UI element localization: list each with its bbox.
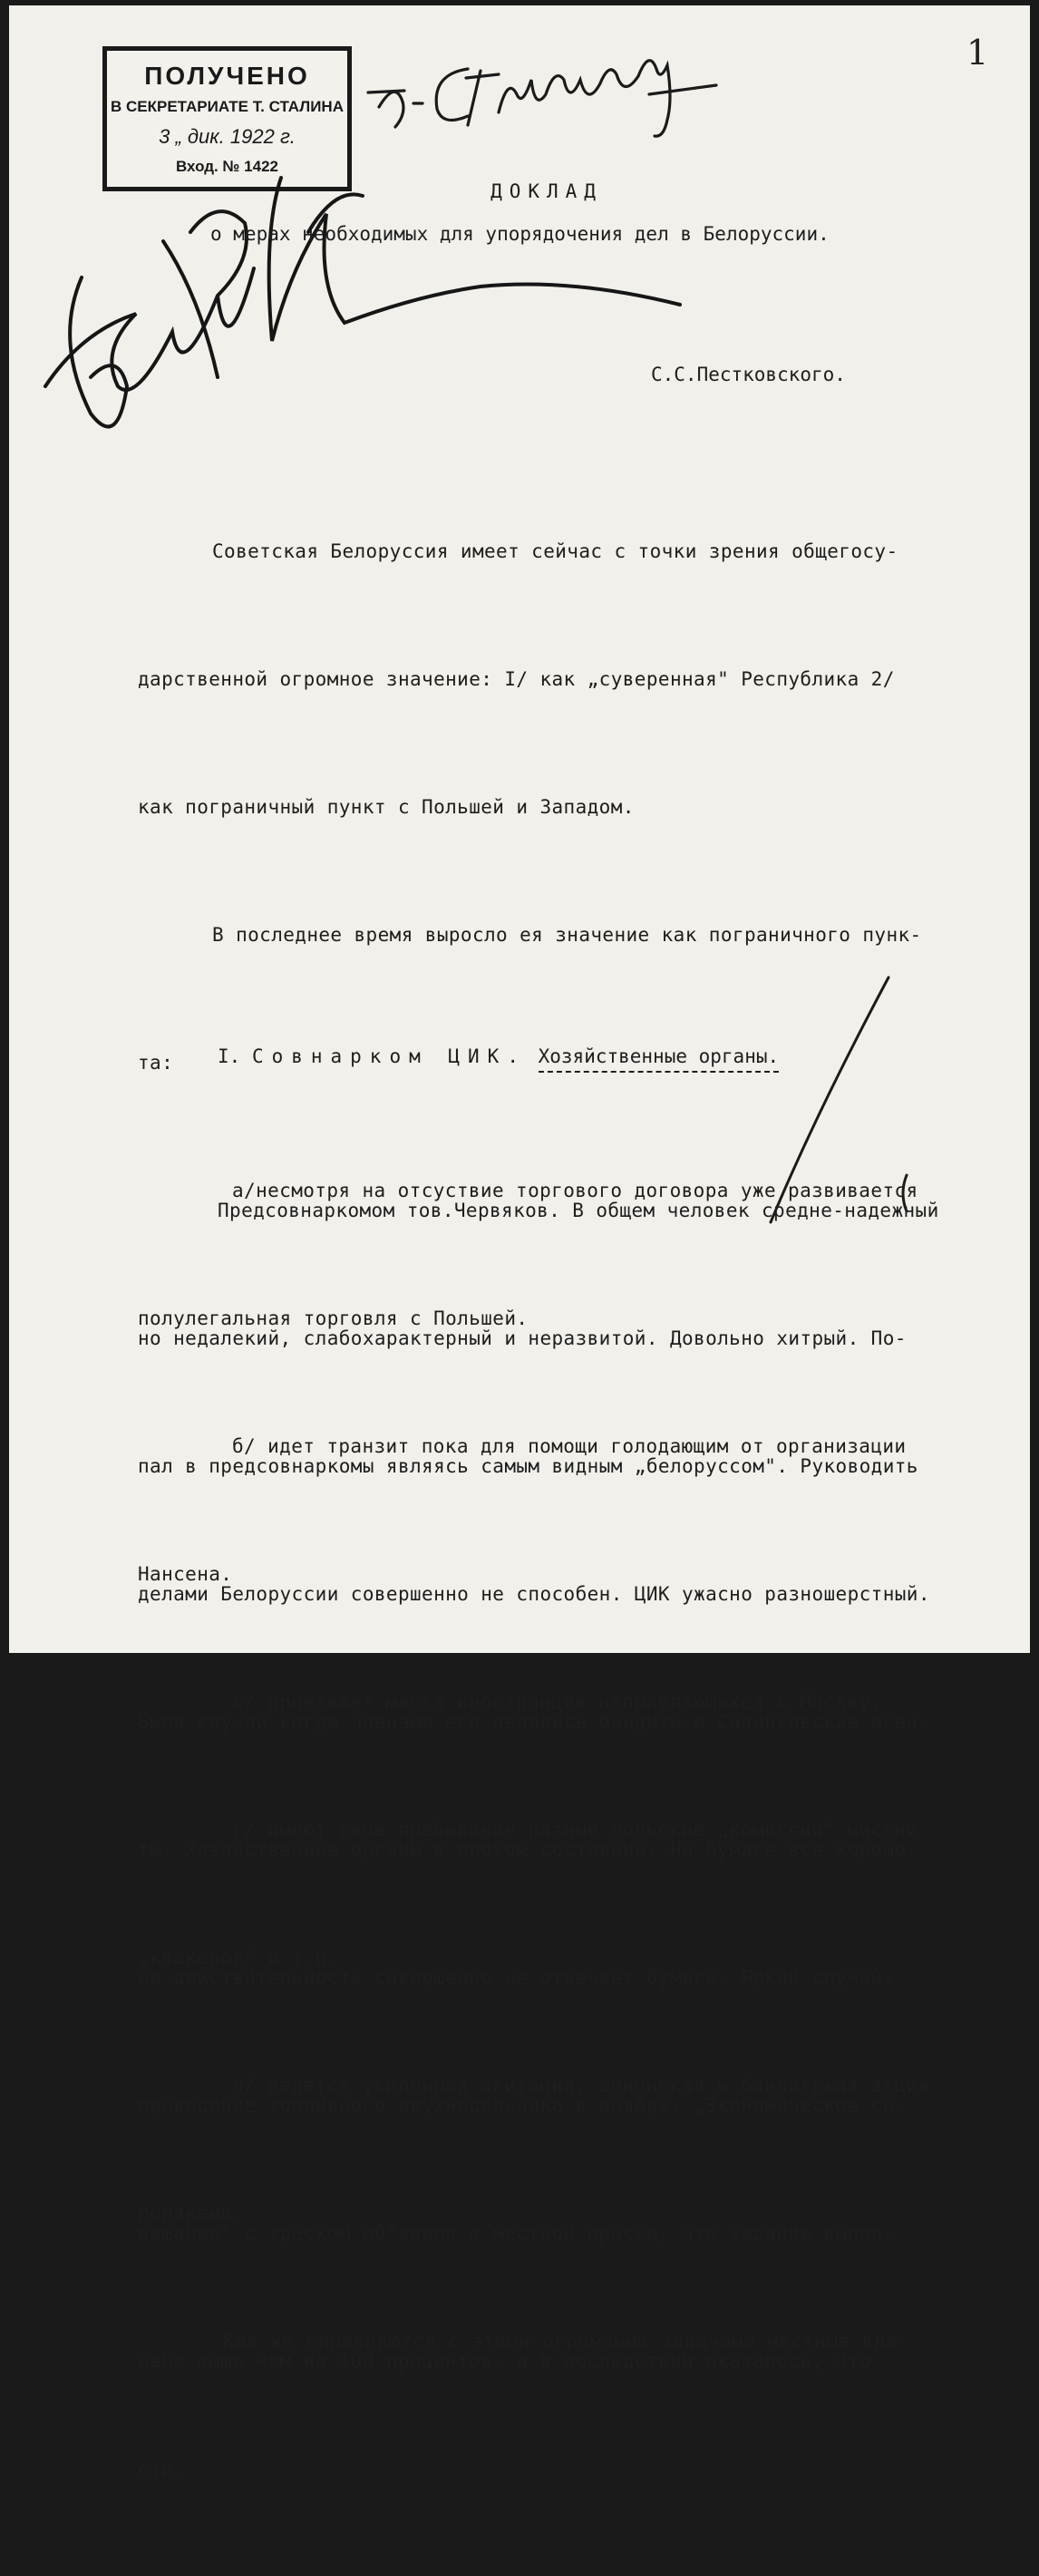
section-1-line: проведение топливного двухнедельника в ноябре. „Экономическое со- xyxy=(138,2095,907,2116)
section-1-text xyxy=(9,1104,1030,2468)
section-1-line: но недалекий, слабохарактерный и неразвитой. Довольно хитрый. По- xyxy=(138,1327,907,1349)
body-line: Нансена. xyxy=(138,1563,233,1585)
body-line: та: xyxy=(138,1052,174,1074)
addressee-handwriting xyxy=(368,61,716,136)
body-line: в/ проезжает масса иностранцев направляющихся в Москву. xyxy=(232,1691,883,1713)
section-1-number: I. xyxy=(218,1045,241,1067)
section-1-spaced-title: Совнарком ЦИК. xyxy=(251,1045,527,1067)
section-1-line: Предсовнаркомом тов.Червяков. В общем человек средне-надежный xyxy=(218,1200,939,1221)
section-1-line: но действительность совершенно не отвечает бумаге. Яркий случай: xyxy=(138,1967,895,1988)
section-1-line: делами Белоруссии совершенно не способен. ЦИК ужасно разношерстный. xyxy=(138,1583,930,1605)
section-1-line: Были случаи когда членами его являлись бандиты и Савинковские аген- xyxy=(138,1711,930,1733)
stamp-office: В СЕКРЕТАРИАТЕ Т. СТАЛИНА xyxy=(111,98,344,115)
body-line: как пограничный пункт с Польшей и Западом. xyxy=(138,796,635,818)
body-line: г/ имеют свое пребывание разные польские „комиссии" миссии xyxy=(232,1819,918,1841)
document-subheading: о мерах необходимых для упорядочения дел в Белоруссии. xyxy=(210,223,830,245)
body-line: д/ ведется усиленная агитация, шпионская и бандитская акция xyxy=(232,2075,930,2096)
section-1-line: ты. Хозяйственные органы в плохом состоянии. На бумаге все хорошо, xyxy=(138,1839,918,1861)
section-1-line: нено выше чем на 100 процентов, а в последствии оказалось, что xyxy=(138,2350,871,2372)
document-author: С.С.Пестковского. xyxy=(651,364,846,385)
body-line: б/ идет транзит пока для помощи голодающим от организации xyxy=(232,1435,907,1457)
stamp-title: ПОЛУЧЕНО xyxy=(144,62,310,90)
body-line: полулегальная торговля с Польшей. xyxy=(138,1307,529,1329)
section-1-line: пал в предсовнаркомы являясь самым видным „белоруссом". Руководить xyxy=(138,1455,918,1477)
resolution-scribble xyxy=(45,178,680,427)
body-line: дарственной огромное значение: I/ как „суверенная" Республика 2/ xyxy=(138,668,895,690)
document-page xyxy=(9,5,1030,2480)
body-line: а/несмотря на отсуствие торгового договора уже развивается xyxy=(232,1180,918,1201)
stamp-date: 3 „ дик. 1922 г. xyxy=(159,125,296,148)
section-1-heading xyxy=(218,1045,779,1067)
section-1-underlined-title: Хозяйственные органы. xyxy=(539,1045,780,1073)
document-heading: ДОКЛАД xyxy=(490,180,603,202)
body-line: В последнее время выросло ея значение как пограничного пунк- xyxy=(212,924,922,946)
page-number: 1 xyxy=(966,33,989,73)
body-line: сти. xyxy=(138,2458,186,2480)
body-line: „квакеров" и т.п. xyxy=(138,1947,339,1968)
body-line: Советская Белоруссия имеет сейчас с точки зрения общегосу- xyxy=(212,540,898,562)
body-line: поляками. xyxy=(138,2202,245,2224)
stamp-incoming-number: Вход. № 1422 xyxy=(176,158,278,175)
section-1-line: вещание" с треском об"явило в местной прессе, что задание выпол- xyxy=(138,2222,895,2244)
body-line: Как же справляются с этими огромными задачами местные вла- xyxy=(223,2330,909,2352)
